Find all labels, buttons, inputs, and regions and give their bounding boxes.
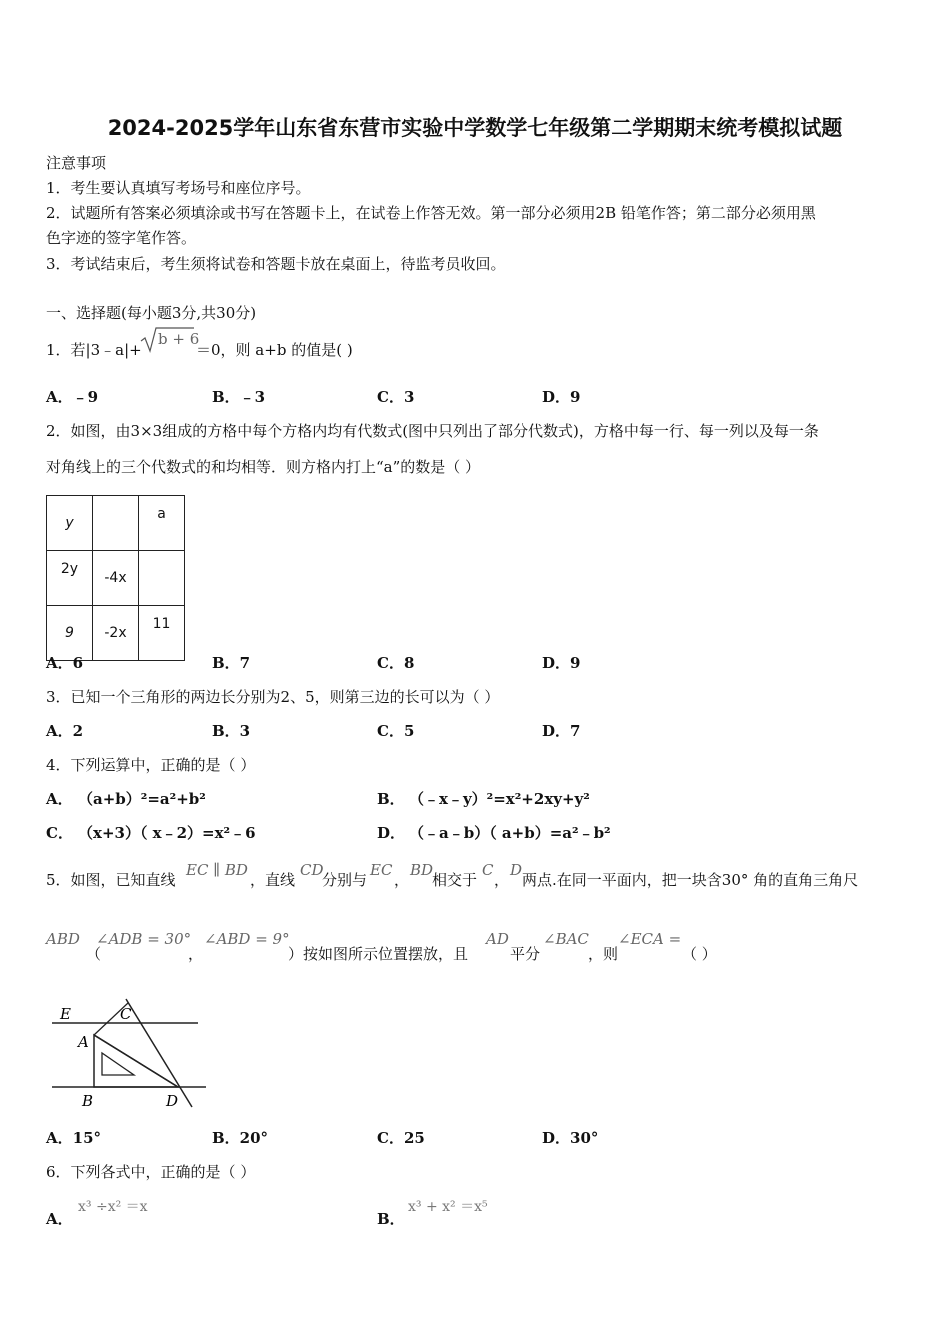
- q2-option-c: C．8: [377, 654, 415, 672]
- q6-option-b-label: B．: [377, 1210, 405, 1228]
- q4-option-a-label: A．: [46, 790, 73, 808]
- q5-math: AD: [486, 930, 509, 948]
- q2-text: 对角线上的三个代数式的和均相等．则方格内打上“a”的数是（ ）: [46, 458, 481, 476]
- q1-option-d: D．9: [542, 388, 581, 406]
- q5-math: ABD: [46, 930, 80, 948]
- q2-option-b: B．7: [212, 654, 251, 672]
- q3-text: 3．已知一个三角形的两边长分别为2、5，则第三边的长可以为（ ）: [46, 688, 500, 706]
- q2-option-a: A．6: [46, 654, 84, 672]
- line-cd: [126, 999, 192, 1107]
- q5-text: 分别与: [322, 871, 368, 889]
- notice-item: 色字迹的签字笔作答。: [46, 229, 197, 247]
- grid-cell: -2x: [93, 606, 139, 661]
- q5-math: ∠ADB = 30°: [96, 930, 192, 948]
- q5-text: ）按如图所示位置摆放，且: [288, 945, 469, 963]
- q5-text: ，: [394, 871, 410, 889]
- q3-option-c: C．5: [377, 722, 415, 740]
- q5-option-d: D．30°: [542, 1129, 599, 1147]
- notice-item: 3．考试结束后，考生须将试卷和答题卡放在桌面上，待监考员收回。: [46, 255, 506, 273]
- q4-text: 4．下列运算中，正确的是（ ）: [46, 756, 256, 774]
- q4-option-d: （﹣a﹣b）（ a+b）=a²﹣b²: [409, 824, 611, 842]
- q5-text: ，: [494, 871, 510, 889]
- q1-radicand: b + 6: [158, 330, 200, 348]
- q3-option-d: D．7: [542, 722, 581, 740]
- q4-option-b-label: B．: [377, 790, 405, 808]
- grid-cell: y: [47, 496, 93, 551]
- notice-item: 2．试题所有答案必须填涂或书写在答题卡上，在试卷上作答无效。第一部分必须用2B 铅笔作答；第二部分必须用黑: [46, 204, 816, 222]
- line-ad: [94, 1035, 178, 1087]
- q4-option-b: （﹣x﹣y）²=x²+2xy+y²: [409, 790, 590, 808]
- q1-option-b: B．﹣3: [212, 388, 266, 406]
- label-e: E: [60, 1005, 71, 1023]
- q5-text: （: [86, 945, 102, 963]
- q6-option-a-label: A．: [46, 1210, 73, 1228]
- q5-math: C: [482, 861, 494, 879]
- q5-option-a: A．15°: [46, 1129, 102, 1147]
- q2-text: 2．如图，由3×3组成的方格中每个方格内均有代数式(图中只列出了部分代数式)，方格中每一行、每一列以及每一条: [46, 422, 819, 440]
- q2-option-d: D．9: [542, 654, 581, 672]
- q5-option-b: B．20°: [212, 1129, 269, 1147]
- q1-option-c: C．3: [377, 388, 415, 406]
- q4-option-a: （a+b）²=a²+b²: [78, 790, 206, 808]
- q1-suffix: ＝0，则 a+b 的值是( ): [196, 341, 353, 359]
- q1-option-a: A．﹣9: [46, 388, 99, 406]
- q5-text: 两点.在同一平面内，把一块含30° 角的直角三角尺: [522, 871, 859, 889]
- q5-option-c: C．25: [377, 1129, 425, 1147]
- q4-option-c-label: C．: [46, 824, 73, 842]
- label-a: A: [78, 1033, 89, 1051]
- label-d: D: [166, 1092, 179, 1110]
- notice-item: 1．考生要认真填写考场号和座位序号。: [46, 179, 311, 197]
- q6-option-a: x³ ÷x² ＝x: [78, 1199, 148, 1215]
- q3-option-a: A．2: [46, 722, 84, 740]
- q5-text: 平分: [510, 945, 541, 963]
- grid-cell: [139, 551, 185, 606]
- grid-cell: 9: [47, 606, 93, 661]
- page-title: 2024-2025学年山东省东营市实验中学数学七年级第二学期期末统考模拟试题: [107, 116, 843, 140]
- q6-option-b: x³ + x² ＝x⁵: [408, 1199, 488, 1215]
- q5-text: ，: [188, 945, 204, 963]
- grid-cell: [93, 496, 139, 551]
- q6-text: 6．下列各式中，正确的是（ ）: [46, 1163, 256, 1181]
- grid-cell: 11: [139, 606, 185, 661]
- label-b: B: [82, 1092, 94, 1110]
- notice-heading: 注意事项: [46, 154, 107, 172]
- q5-math: CD: [300, 861, 324, 879]
- grid-cell: a: [139, 496, 185, 551]
- q1-prefix: 1．若|3﹣a|+: [46, 341, 142, 359]
- q5-math: BD: [410, 861, 434, 879]
- q5-figure: [46, 995, 211, 1113]
- q4-option-d-label: D．: [377, 824, 406, 842]
- q5-math: ∠ABD = 9°: [204, 930, 290, 948]
- grid-cell: -4x: [93, 551, 139, 606]
- q5-math: EC ∥ BD: [186, 861, 248, 879]
- q5-math: EC: [370, 861, 393, 879]
- q4-option-c: （x+3）（ x﹣2）=x²﹣6: [78, 824, 256, 842]
- q5-math: ∠ECA =: [618, 930, 682, 948]
- q5-text: 5．如图，已知直线: [46, 871, 176, 889]
- q5-text: 相交于: [432, 871, 478, 889]
- q5-text: （ ）: [682, 945, 717, 963]
- section-heading: 一、选择题(每小题3分,共30分): [46, 304, 257, 322]
- grid-cell: 2y: [47, 551, 93, 606]
- label-c: C: [120, 1005, 132, 1023]
- q3-option-b: B．3: [212, 722, 251, 740]
- q5-text: ，则: [588, 945, 619, 963]
- magic-square-grid: [46, 495, 185, 661]
- q5-math: ∠BAC: [543, 930, 589, 948]
- q5-text: ，直线: [250, 871, 296, 889]
- q5-math: D: [510, 861, 523, 879]
